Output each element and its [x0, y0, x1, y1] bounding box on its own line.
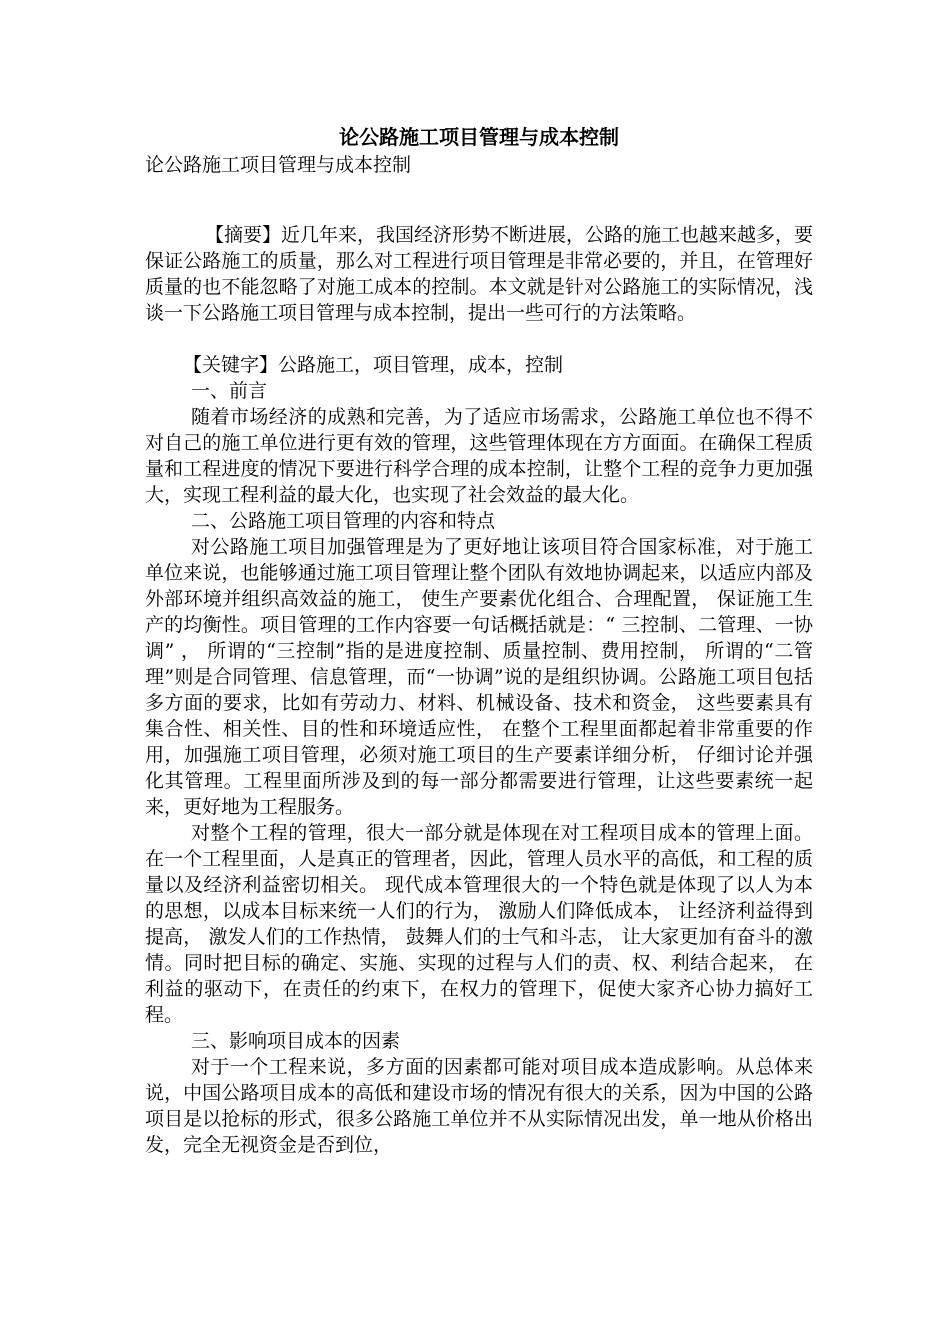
body-paragraph: 对整个工程的管理，很大一部分就是体现在对工程项目成本的管理上面。在一个工程里面，人是真正的管理者，因此，管理人员水平的高低，和工程的质量以及经济利益密切相关。 现代成本管理很大的一个特色就是体现了以人为本的思想，以成本目标来统一人们的行为， 激励人们降低成本， 让经济利益得到提高， 激发人们的工作热情， 鼓舞人们的士气和斗志， 让大家更加有奋斗的激情。同时把目标的确定、实施、实现的过程与人们的责、权、利结合起来， 在利益的驱动下，在责任的约束下，在权力的管理下，促使大家齐心协力搞好工程。: [145, 822, 813, 1026]
section-heading-intro: 一、前言: [191, 380, 268, 402]
keywords-line: 【关键字】公路施工，项目管理，成本，控制: [183, 354, 564, 376]
body-paragraph: 对于一个工程来说，多方面的因素都可能对项目成本造成影响。从总体来说，中国公路项目成本的高低和建设市场的情况有很大的关系，因为中国的公路项目是以抢标的形式，很多公路施工单位并不从实际情况出发，单一地从价格出发，完全无视资金是否到位，: [145, 1056, 813, 1156]
body-paragraph: 随着市场经济的成熟和完善，为了适应市场需求，公路施工单位也不得不对自己的施工单位进行更有效的管理，这些管理体现在方方面面。在确保工程质量和工程进度的情况下要进行科学合理的成本控制，让整个工程的竞争力更加强大，实现工程利益的最大化，也实现了社会效益的最大化。: [145, 406, 813, 506]
document-page: [145, 122, 813, 1158]
document-title: 论公路施工项目管理与成本控制: [339, 125, 619, 149]
section-heading-cost-factors: 三、影响项目成本的因素: [191, 1030, 401, 1052]
body-paragraph: 对公路施工项目加强管理是为了更好地让该项目符合国家标准，对于施工单位来说，也能够通过施工项目管理让整个团队有效地协调起来，以适应内部及外部环境并组织高效益的施工， 使生产要素优化组合、合理配置， 保证施工生产的均衡性。项目管理的工作内容要一句话概括就是：“ 三控制、二管理、一协调” ， 所谓的“三控制”指的是进度控制、质量控制、费用控制， 所谓的“二管理”则是合同管理、信息管理，而“一协调”说的是组织协调。公路施工项目包括多方面的要求，比如有劳动力、材料、机械设备、技术和资金， 这些要素具有集合性、相关性、目的性和环境适应性， 在整个工程里面都起着非常重要的作用，加强施工项目管理，必须对施工项目的生产要素详细分析， 仔细讨论并强化其管理。工程里面所涉及到的每一部分都需要进行管理，让这些要素统一起来，更好地为工程服务。: [145, 536, 813, 818]
abstract-paragraph: 【摘要】近几年来，我国经济形势不断进展，公路的施工也越来越多，要保证公路施工的质量，那么对工程进行项目管理是非常必要的，并且，在管理好质量的也不能忽略了对施工成本的控制。本文就是针对公路施工的实际情况，浅谈一下公路施工项目管理与成本控制，提出一些可行的方法策略。: [145, 224, 814, 324]
document-subtitle: 论公路施工项目管理与成本控制: [145, 154, 412, 176]
section-heading-management: 二、公路施工项目管理的内容和特点: [191, 510, 496, 532]
